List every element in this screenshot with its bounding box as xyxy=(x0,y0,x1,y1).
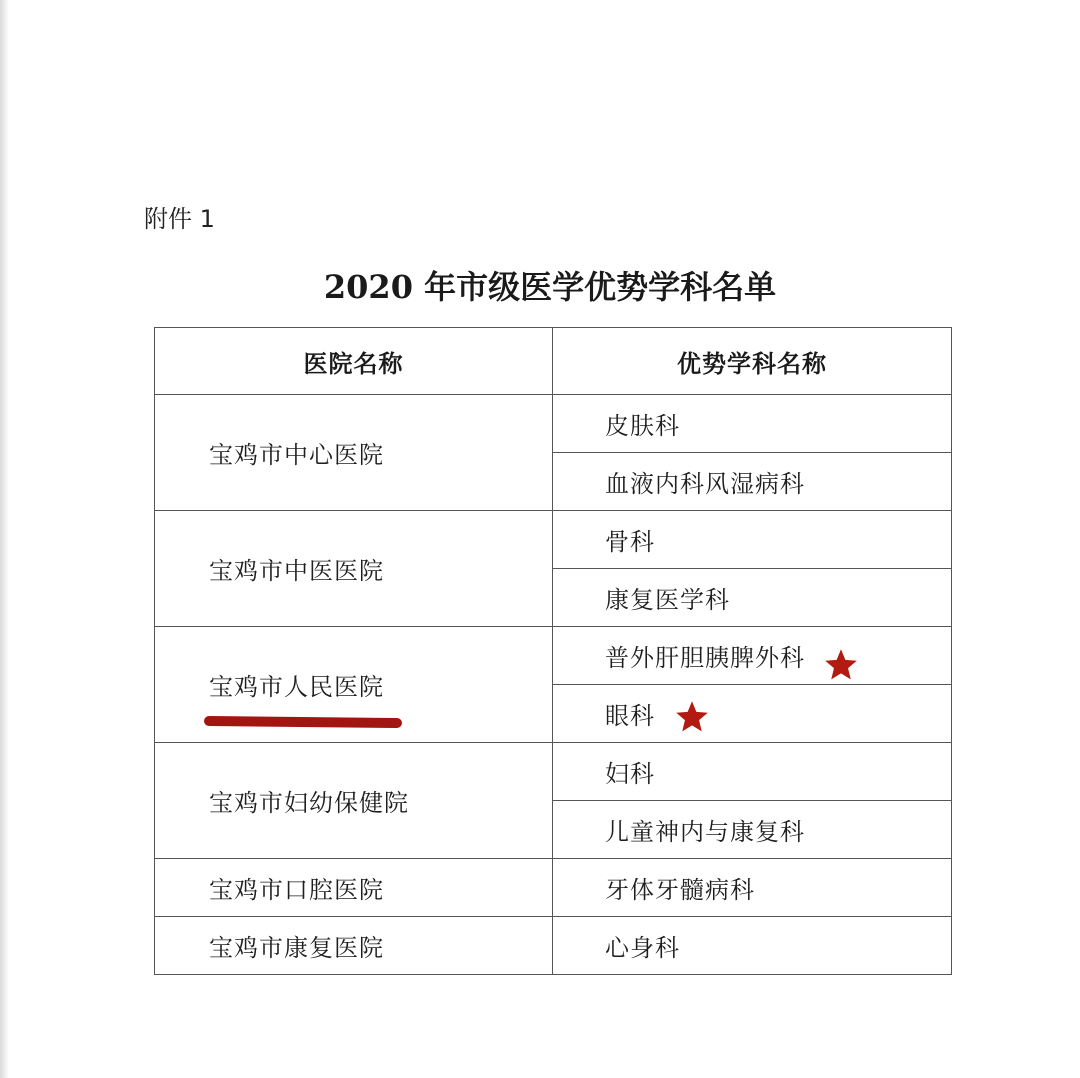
subject-cell: 骨科 xyxy=(553,511,952,569)
subject-cell: 牙体牙髓病科 xyxy=(553,859,952,917)
hospital-cell: 宝鸡市妇幼保健院 xyxy=(155,743,553,859)
attachment-label: 附件 1 xyxy=(144,205,215,233)
hospital-cell: 宝鸡市口腔医院 xyxy=(155,859,553,917)
subject-label: 普外肝胆胰脾外科 xyxy=(605,644,805,672)
header-hospital-name: 医院名称 xyxy=(155,328,553,395)
table-header-row xyxy=(155,328,952,395)
red-underline-mark xyxy=(204,716,402,728)
table-row xyxy=(155,859,952,917)
hospital-cell: 宝鸡市康复医院 xyxy=(155,917,553,975)
table-row xyxy=(155,511,952,569)
table-row xyxy=(155,395,952,453)
subject-label: 眼科 xyxy=(605,702,655,730)
table-row xyxy=(155,917,952,975)
header-subject-name: 优势学科名称 xyxy=(553,328,952,395)
subject-cell: 心身科 xyxy=(553,917,952,975)
subject-cell-starred xyxy=(553,627,952,685)
hospital-cell: 宝鸡市中心医院 xyxy=(155,395,553,511)
hospital-cell: 宝鸡市中医医院 xyxy=(155,511,553,627)
hospital-cell-underlined: 宝鸡市人民医院 xyxy=(155,627,553,743)
subject-cell: 妇科 xyxy=(553,743,952,801)
star-icon xyxy=(674,699,710,735)
subject-cell-starred xyxy=(553,685,952,743)
subject-cell: 皮肤科 xyxy=(553,395,952,453)
star-icon xyxy=(823,647,859,683)
table-row xyxy=(155,743,952,801)
subject-cell: 儿童神内与康复科 xyxy=(553,801,952,859)
subject-cell: 血液内科风湿病科 xyxy=(553,453,952,511)
subject-cell: 康复医学科 xyxy=(553,569,952,627)
document-title: 2020 年市级医学优势学科名单 xyxy=(323,268,777,306)
page-left-edge xyxy=(0,0,9,1078)
